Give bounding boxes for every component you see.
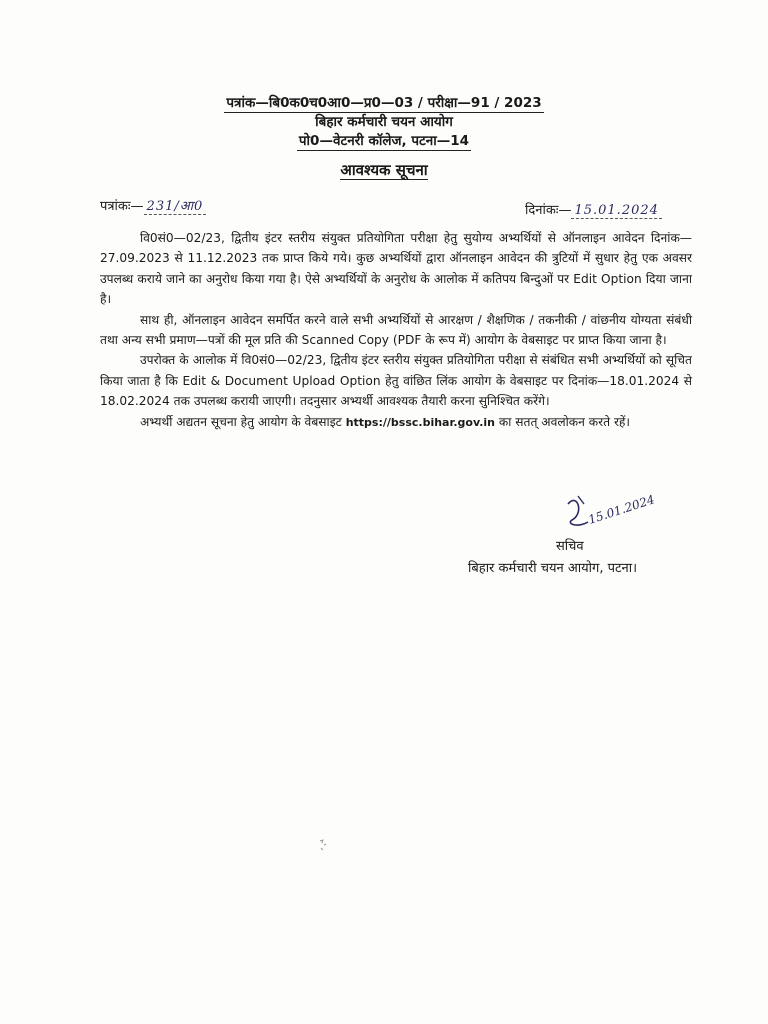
- paragraph-4-text-before: अभ्यर्थी अद्यतन सूचना हेतु आयोग के वेबसाइट: [140, 414, 342, 429]
- reference-number: [100, 196, 206, 214]
- letter-body: [100, 228, 692, 433]
- date-label: दिनांकः—: [525, 203, 572, 218]
- notice-title-text: आवश्यक सूचना: [340, 161, 428, 179]
- date-value: 15.01.2024: [571, 203, 661, 219]
- paragraph-4-text-after: का सतत् अवलोकन करते रहें।: [498, 414, 631, 429]
- scan-speck-mark: [318, 838, 328, 852]
- letter-date: [525, 200, 662, 218]
- reference-label: पत्रांकः—: [100, 199, 144, 214]
- handwritten-signature: [548, 484, 668, 532]
- paragraph-1: वि0सं0—02/23, द्वितीय इंटर स्तरीय संयुक्त प्रतियोगिता परीक्षा हेतु सुयोग्य अभ्यर्थियों से ऑनलाइन आवेदन दिनांक—27.09.2023 से 11.12.2023 तक प्राप्त किये गये। कुछ अभ्यर्थियों द्वारा ऑनलाइन आवेदन की त्रुटियों में सुधार हेतु एक अवसर उपलब्ध कराये जाने का अनुरोध किया गया है। ऐसे अभ्यर्थियों के अनुरोध के आलोक में कतिपय बिन्दुओं पर Edit Option दिया जाना है।: [100, 231, 692, 307]
- letter-header: [0, 92, 768, 149]
- signature-date: 15.01.2024: [586, 492, 657, 527]
- signatory-title: सचिव: [556, 539, 584, 554]
- website-link[interactable]: https://bssc.bihar.gov.in: [345, 415, 495, 429]
- paragraph-2: साथ ही, ऑनलाइन आवेदन समर्पित करने वाले सभी अभ्यर्थियों से आरक्षण / शैक्षणिक / तकनीकी / वांछनीय योग्यता संबंधी तथा अन्य सभी प्रमाण—पत्रों की मूल प्रति की Scanned Copy (PDF के रूप में) आयोग के वेबसाइट पर प्राप्त किया जाना है।: [100, 312, 692, 348]
- reference-value: 231/आ0: [144, 199, 207, 215]
- paragraph-3: उपरोक्त के आलोक में वि0सं0—02/23, द्वितीय इंटर स्तरीय संयुक्त प्रतियोगिता परीक्षा से संबंधित सभी अभ्यर्थियों को सूचित किया जाता है कि Edit & Document Upload Option हेतु वांछित लिंक आयोग के वेबसाइट पर दिनांक—18.01.2024 से 18.02.2024 तक उपलब्ध करायी जाएगी। तदनुसार अभ्यर्थी आवश्यक तैयारी करना सुनिश्चित करेंगे।: [100, 353, 692, 409]
- header-address: पो0—वेटनरी कॉलेज, पटना—14: [298, 133, 470, 149]
- notice-title: [0, 160, 768, 180]
- signatory-organization: बिहार कर्मचारी चयन आयोग, पटना।: [468, 561, 638, 576]
- header-organization: बिहार कर्मचारी चयन आयोग: [315, 114, 453, 130]
- header-reference-line: पत्रांक—बि0क0च0आ0—प्र0—03 / परीक्षा—91 / 2023: [226, 95, 542, 111]
- paragraph-4: [100, 412, 692, 433]
